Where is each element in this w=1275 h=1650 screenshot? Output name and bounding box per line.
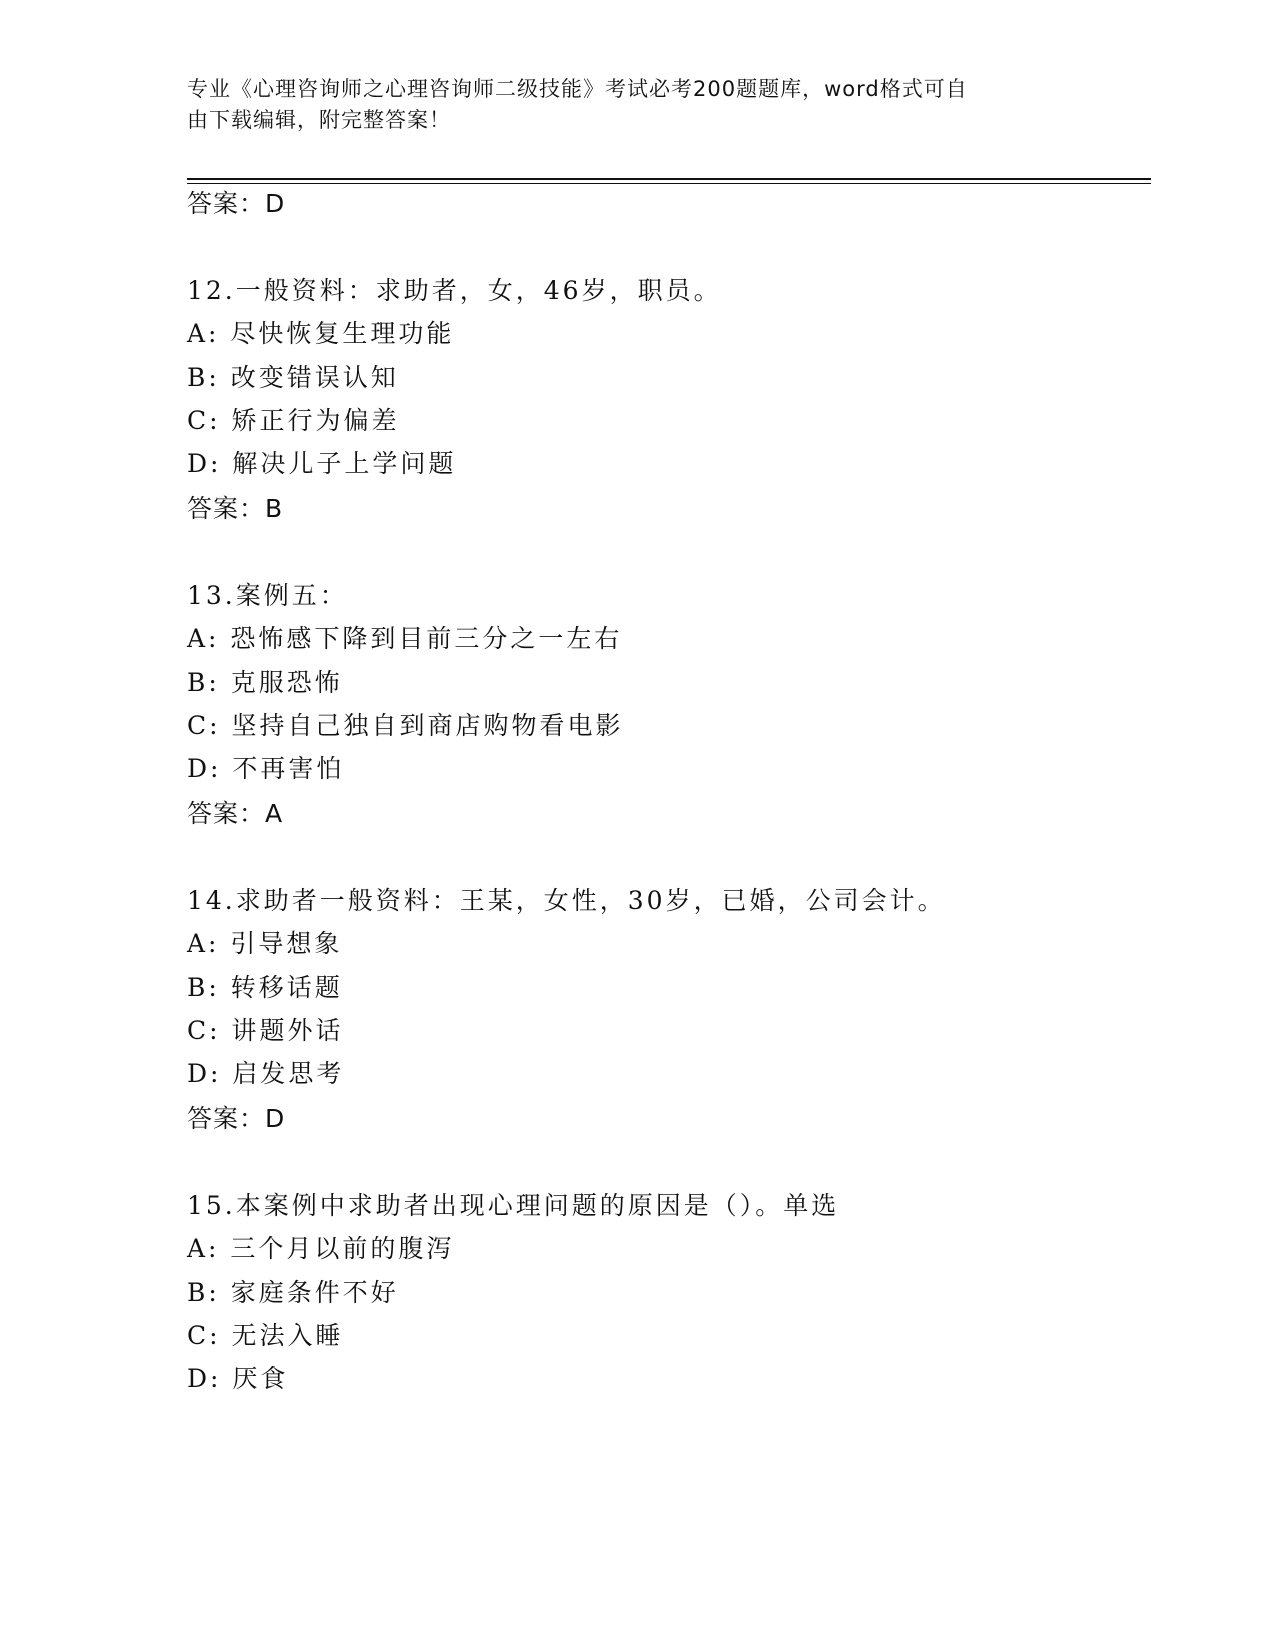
answer-line: 答案：A bbox=[187, 799, 284, 828]
option-a: A: 引导想象 bbox=[187, 929, 343, 958]
option-c: C: 矫正行为偏差 bbox=[187, 406, 400, 435]
option-c: C: 讲题外话 bbox=[187, 1016, 344, 1045]
option-c: C: 坚持自己独自到商店购物看电影 bbox=[187, 711, 624, 740]
option-b: B: 改变错误认知 bbox=[187, 363, 399, 392]
option-b: B: 转移话题 bbox=[187, 973, 343, 1002]
option-d: D: 厌食 bbox=[187, 1364, 289, 1393]
option-a: A: 尽快恢复生理功能 bbox=[187, 319, 455, 348]
option-d: D: 启发思考 bbox=[187, 1059, 345, 1088]
question-stem: 15.本案例中求助者出现心理问题的原因是（）。单选 bbox=[187, 1191, 840, 1220]
question-stem: 13.案例五： bbox=[187, 581, 348, 610]
option-c: C: 无法入睡 bbox=[187, 1321, 344, 1350]
question-stem: 14.求助者一般资料：王某，女性，30岁，已婚，公司会计。 bbox=[187, 886, 946, 915]
header-line-2: 由下载编辑，附完整答案！ bbox=[187, 108, 451, 132]
option-d: D: 不再害怕 bbox=[187, 754, 345, 783]
header-divider-thin bbox=[187, 183, 1151, 184]
option-a: A: 恐怖感下降到目前三分之一左右 bbox=[187, 624, 623, 653]
document-header bbox=[187, 74, 1067, 136]
option-b: B: 家庭条件不好 bbox=[187, 1278, 399, 1307]
option-d: D: 解决儿子上学问题 bbox=[187, 449, 457, 478]
option-a: A: 三个月以前的腹泻 bbox=[187, 1234, 455, 1263]
answer-line: 答案：D bbox=[187, 189, 286, 218]
answer-line: 答案：B bbox=[187, 494, 284, 523]
question-stem: 12.一般资料：求助者，女，46岁，职员。 bbox=[187, 276, 722, 305]
header-line-1: 专业《心理咨询师之心理咨询师二级技能》考试必考200题题库，word格式可自 bbox=[187, 77, 968, 101]
header-divider bbox=[187, 178, 1151, 180]
answer-line: 答案：D bbox=[187, 1104, 286, 1133]
option-b: B: 克服恐怖 bbox=[187, 668, 343, 697]
